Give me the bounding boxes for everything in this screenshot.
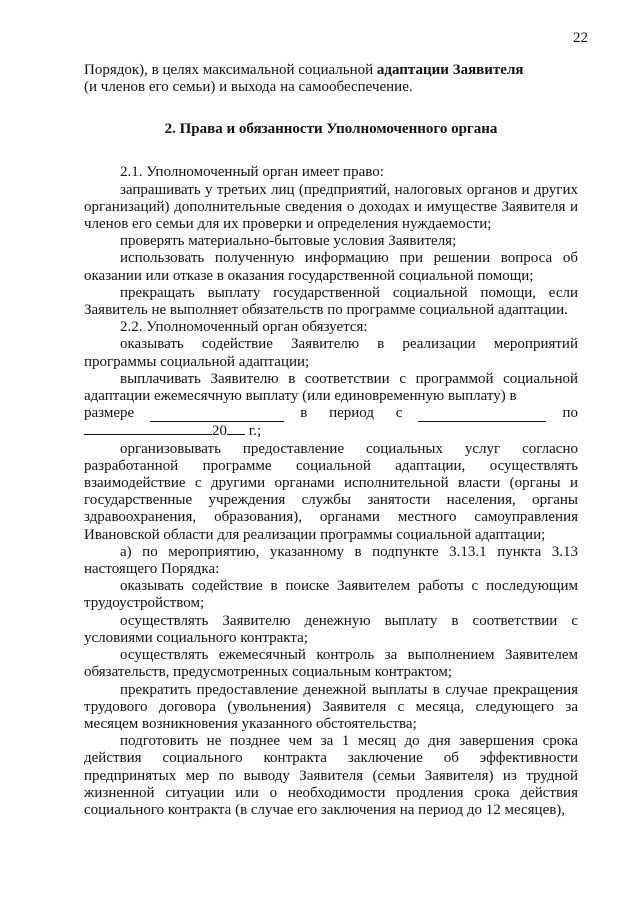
year-suffix: г.; [248, 423, 262, 440]
paragraph-2-2: 2.2. Уполномоченный орган обязуется: [120, 319, 368, 336]
paragraph-money: осуществлять Заявителю денежную выплату в соответствии с условиями социального контракта; [84, 612, 578, 646]
page-number: 22 [573, 30, 588, 46]
paragraph-stop: прекращать выплату государственной социальной помощи, если Заявитель не выполняет обязательств по программе социальной адаптации. [84, 284, 578, 319]
paragraph-check: проверять материально-бытовые условия Заявителя; [120, 233, 457, 250]
period-label: в период с [300, 405, 403, 422]
paragraph-pay: выплачивать Заявителю в соответствии с программой социальной адаптации ежемесячную выплату (или единовременную выплату) в [84, 370, 578, 405]
paragraph-a: а) по мероприятию, указанному в подпункте 3.13.1 пункта 3.13 настоящего Порядка: [84, 543, 578, 578]
period-to-label: по [562, 405, 578, 422]
intro-line1-start: Порядок), в целях максимальной социальной [84, 62, 377, 78]
section-title: 2. Права и обязанности Уполномоченного органа [164, 121, 498, 138]
intro-line2: (и членов его семьи) и выхода на самообеспечение. [84, 79, 413, 96]
intro-paragraph [84, 62, 578, 96]
paragraph-year-line [84, 422, 578, 440]
paragraph-2-1: 2.1. Уполномоченный орган имеет право: [120, 164, 384, 181]
paragraph-assist: оказывать содействие Заявителю в реализации мероприятий программы социальной адаптации; [84, 336, 578, 370]
document-body [84, 62, 578, 819]
period-start-blank [418, 409, 546, 422]
paragraph-monthly: осуществлять ежемесячный контроль за выполнением Заявителем обязательств, предусмотренных социальным контрактом; [84, 647, 578, 681]
size-label: размере [84, 405, 135, 422]
paragraph-cease: прекратить предоставление денежной выплаты в случае прекращения трудового договора (увольнения) Заявителя с месяца, следующего за месяцем возникновения указанного обстоятельства; [84, 681, 578, 732]
year-blank [227, 422, 245, 435]
paragraph-request: запрашивать у третьих лиц (предприятий, налоговых органов и других организаций) дополнительные сведения о доходах и имуществе Заявителя и членов его семьи для их проверки и определения нуждаемости; [84, 181, 578, 233]
paragraph-amount-line [84, 405, 578, 422]
paragraph-organize: организовывать предоставление социальных услуг согласно разработанной программе социальной адаптации, осуществлять взаимодействие с другими органами исполнительной власти (органы и государственные учреждения службы занятости населения, органы здравоохранения, образования), органами местного самоуправления Ивановской области для реализации программы социальной адаптации; [84, 440, 578, 543]
paragraph-job: оказывать содействие в поиске Заявителем работы с последующим трудоустройством; [84, 578, 578, 612]
period-end-blank [84, 422, 212, 435]
amount-blank [150, 409, 284, 422]
paragraph-prepare: подготовить не позднее чем за 1 месяц до дня завершения срока действия социального контракта заключение об эффективности предпринятых мер по выводу Заявителя (семьи Заявителя) из трудной жизненной ситуации или о необходимости продления срока действия социального контракта (в случае его заключения на период до 12 месяцев), [84, 733, 578, 818]
paragraph-use: использовать полученную информацию при решении вопроса об оказании или отказе в оказания государственной социальной помощи; [84, 250, 578, 284]
intro-line1-bold: адаптации Заявителя [376, 62, 524, 78]
year-prefix: 20 [212, 423, 227, 440]
